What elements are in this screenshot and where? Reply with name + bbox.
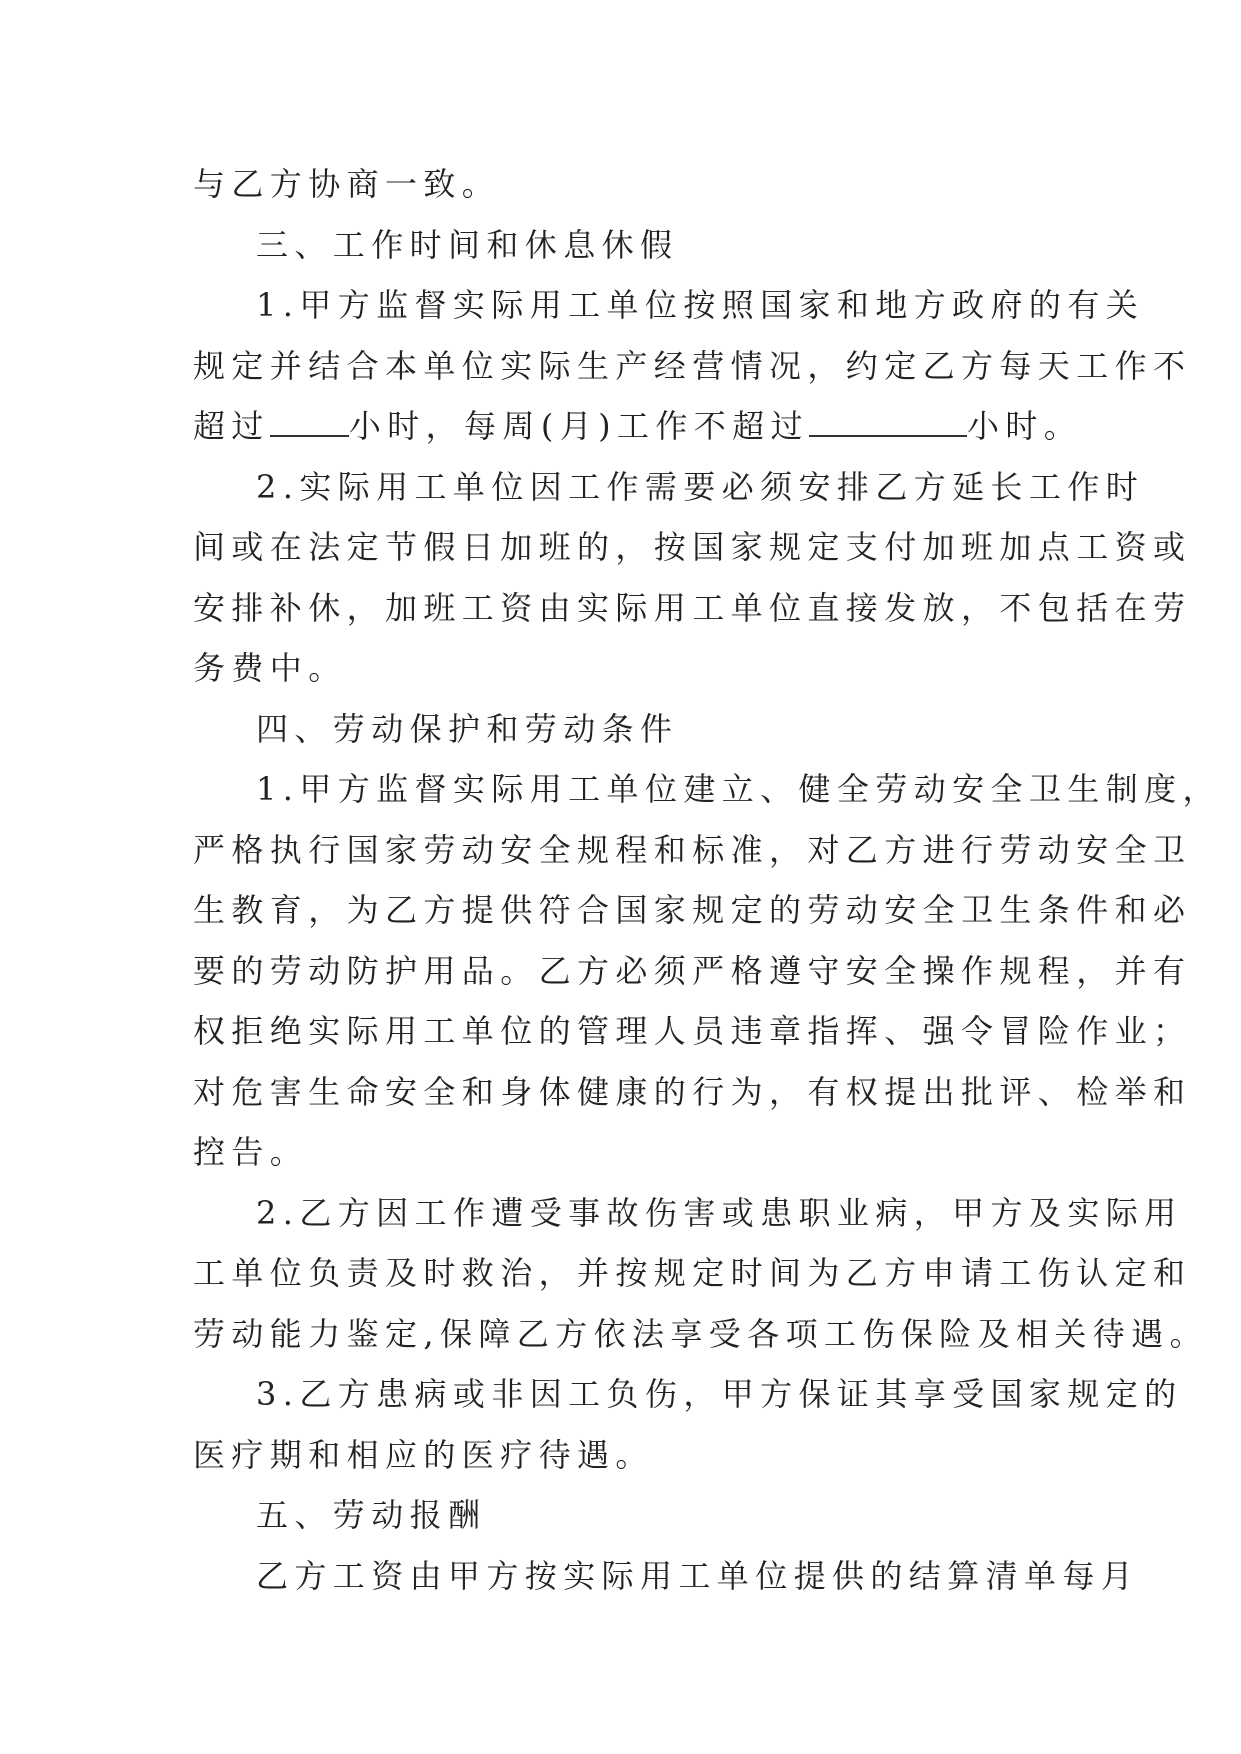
- document-page: [193, 162, 1221, 1614]
- text-line: 对危害生命安全和身体健康的行为，有权提出批评、检举和: [193, 1072, 1192, 1111]
- text-line: 1.甲方监督实际用工单位按照国家和地方政府的有关: [256, 286, 1145, 324]
- text-line: 生教育，为乙方提供符合国家规定的劳动安全卫生条件和必: [193, 891, 1192, 929]
- text-line: 医疗期和相应的医疗待遇。: [193, 1435, 654, 1474]
- section-heading: 三、工作时间和休息休假: [256, 225, 679, 264]
- fill-in-blank-weekly-hours: [809, 405, 967, 437]
- text-line: 规定并结合本单位实际生产经营情况，约定乙方每天工作不: [193, 346, 1192, 385]
- text-line: 控告。: [193, 1133, 309, 1171]
- text-segment: 小时，每周(月)工作不超过: [348, 407, 809, 445]
- text-line: 3.乙方患病或非因工负伤，甲方保证其享受国家规定的: [256, 1375, 1183, 1413]
- text-line: 1.甲方监督实际用工单位建立、健全劳动安全卫生制度，: [256, 770, 1221, 808]
- text-line-with-blanks: [193, 404, 1083, 465]
- text-line: 间或在法定节假日加班的，按国家规定支付加班加点工资或: [193, 528, 1192, 566]
- text-segment: 小时。: [966, 407, 1083, 445]
- text-line: 工单位负责及时救治，并按规定时间为乙方申请工伤认定和: [193, 1254, 1192, 1292]
- section-heading: 四、劳动保护和劳动条件: [256, 709, 679, 748]
- section-heading: 五、劳动报酬: [256, 1496, 487, 1534]
- text-line: 2.乙方因工作遭受事故伤害或患职业病，甲方及实际用: [256, 1193, 1183, 1232]
- text-segment: 超过: [193, 407, 270, 445]
- text-line: 务费中。: [193, 649, 347, 687]
- text-line: 劳动能力鉴定,保障乙方依法享受各项工伤保险及相关待遇。: [193, 1314, 1208, 1353]
- text-line: 乙方工资由甲方按实际用工单位提供的结算清单每月: [256, 1556, 1140, 1595]
- text-line: 与乙方协商一致。: [193, 165, 501, 203]
- text-line: 严格执行国家劳动安全规程和标准，对乙方进行劳动安全卫: [193, 830, 1192, 869]
- text-line: 权拒绝实际用工单位的管理人员违章指挥、强令冒险作业；: [193, 1012, 1192, 1050]
- text-line: 安排补休，加班工资由实际用工单位直接发放，不包括在劳: [193, 588, 1192, 627]
- fill-in-blank-daily-hours: [270, 405, 349, 437]
- text-line: 2.实际用工单位因工作需要必须安排乙方延长工作时: [256, 467, 1145, 506]
- text-line: 要的劳动防护用品。乙方必须严格遵守安全操作规程，并有: [193, 951, 1192, 990]
